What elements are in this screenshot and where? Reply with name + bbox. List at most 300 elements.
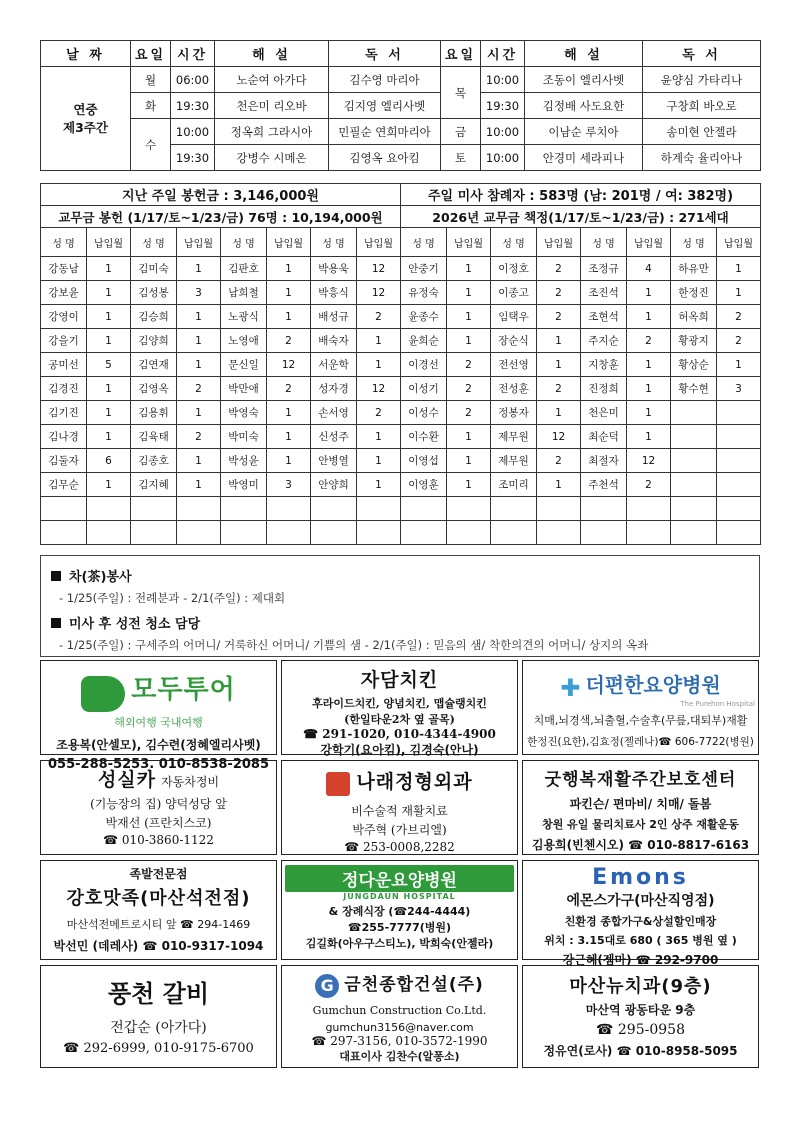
member-name: 이영섭 — [401, 449, 447, 473]
ad-gumchun-construction — [281, 965, 518, 1068]
square-bullet-icon — [51, 618, 61, 628]
member-count: 2 — [537, 305, 581, 329]
member-count: 1 — [177, 257, 221, 281]
naraejeong-phone: ☎ 253-0008,2282 — [344, 839, 455, 854]
member-row — [41, 401, 761, 425]
member-count: 1 — [357, 353, 401, 377]
member-name — [491, 497, 537, 521]
ad-modutour — [40, 660, 277, 772]
gumchun-title: 금천종합건설(주) — [344, 975, 484, 995]
member-name — [671, 473, 717, 497]
member-name — [671, 425, 717, 449]
deopyeonhan-line2: 한정진(요한),김효정(젤레나)☎ 606-7722(병원) — [527, 735, 754, 748]
jadam-location: (한일타운2차 옆 골목) — [344, 713, 455, 726]
member-count: 1 — [267, 401, 311, 425]
member-count — [627, 497, 671, 521]
member-count-header: 납입월 — [357, 228, 401, 257]
member-name: 김영옥 — [131, 377, 177, 401]
member-count: 1 — [627, 281, 671, 305]
schedule-header-cell: 요일 — [441, 41, 481, 67]
member-name — [41, 497, 87, 521]
gangho-title: 강호맛족(마산석전점) — [66, 888, 251, 909]
member-count: 12 — [357, 281, 401, 305]
member-name: 김승희 — [131, 305, 177, 329]
member-count: 1 — [717, 257, 761, 281]
member-name — [131, 497, 177, 521]
member-count: 6 — [87, 449, 131, 473]
member-row — [41, 305, 761, 329]
member-count: 12 — [267, 353, 311, 377]
member-count: 1 — [87, 473, 131, 497]
seongsilka-location: (기능장의 집) 양덕성당 앞 — [90, 797, 227, 811]
time-cell: 10:00 — [481, 119, 525, 145]
member-count: 1 — [177, 449, 221, 473]
ad-galbi — [40, 965, 277, 1068]
member-name — [671, 521, 717, 545]
member-name-header: 성 명 — [491, 228, 537, 257]
member-count-header: 납입월 — [267, 228, 311, 257]
commentary-cell: 김정배 사도요한 — [525, 93, 643, 119]
jadam-title: 자담치킨 — [360, 669, 439, 691]
emons-line2: 위치 : 3.15대로 680 ( 365 병원 옆 ) — [544, 934, 737, 947]
member-name: 강을기 — [41, 329, 87, 353]
dues-assessment: 2026년 교무금 책정(1/17/토~1/23/금) : 271세대 — [401, 206, 761, 228]
jadam-phone: ☎ 291-1020, 010-4344-4900 — [303, 727, 496, 741]
time-cell: 10:00 — [481, 145, 525, 171]
day-cell: 월 — [131, 67, 171, 93]
member-name: 유정숙 — [401, 281, 447, 305]
member-name: 주천석 — [581, 473, 627, 497]
gumchun-email: gumchun3156@naver.com — [325, 1020, 474, 1034]
member-name: 박영미 — [221, 473, 267, 497]
member-name — [41, 521, 87, 545]
member-count: 1 — [177, 473, 221, 497]
member-name-header: 성 명 — [131, 228, 177, 257]
member-name: 이성수 — [401, 401, 447, 425]
gangho-category: 족발전문점 — [129, 867, 188, 881]
reading-cell: 김지영 엘리사벳 — [329, 93, 441, 119]
member-name: 강동남 — [41, 257, 87, 281]
member-count: 1 — [537, 401, 581, 425]
member-name: 김기진 — [41, 401, 87, 425]
member-name: 노영애 — [221, 329, 267, 353]
deopyeonhan-line1: 치매,뇌경색,뇌출혈,수술후(무릎,대퇴부)재활 — [533, 713, 748, 727]
reading-cell: 김수영 마리아 — [329, 67, 441, 93]
member-count: 12 — [357, 257, 401, 281]
week-label-line: 연중 — [73, 101, 98, 117]
member-name: 김판호 — [221, 257, 267, 281]
time-cell: 06:00 — [171, 67, 215, 93]
member-count: 2 — [357, 305, 401, 329]
reading-cell: 구창희 바오로 — [643, 93, 761, 119]
member-count: 3 — [267, 473, 311, 497]
gumchun-phone: ☎ 297-3156, 010-3572-1990 — [311, 1033, 488, 1048]
member-name: 조진석 — [581, 281, 627, 305]
member-count — [267, 521, 311, 545]
member-name-header: 성 명 — [401, 228, 447, 257]
dues-offering: 교무금 봉헌 (1/17/토~1/23/금) 76명 : 10,194,000원 — [41, 206, 401, 228]
member-name: 박영숙 — [221, 401, 267, 425]
gangho-location: 마산석전메트로시티 앞 ☎ 294-1469 — [66, 918, 251, 931]
member-name: 김경진 — [41, 377, 87, 401]
member-count: 1 — [627, 401, 671, 425]
member-count: 1 — [267, 257, 311, 281]
time-cell: 19:30 — [171, 93, 215, 119]
member-count: 12 — [537, 425, 581, 449]
member-name: 김성봉 — [131, 281, 177, 305]
mass-attendance: 주일 미사 참례자 : 583명 (남: 201명 / 여: 382명) — [401, 184, 761, 206]
tea-service-title: 차(茶)봉사 — [69, 570, 132, 585]
member-count: 1 — [87, 281, 131, 305]
member-name: 성자경 — [311, 377, 357, 401]
naraejeong-desc: 비수술적 재활치료 — [351, 803, 448, 818]
member-count — [447, 497, 491, 521]
member-name: 주지순 — [581, 329, 627, 353]
goodhappy-line3: 김용희(빈첸시오) ☎ 010-8817-6163 — [531, 838, 750, 852]
member-name: 하유만 — [671, 257, 717, 281]
schedule-header-cell: 독 서 — [329, 41, 441, 67]
member-name — [221, 521, 267, 545]
member-count: 5 — [87, 353, 131, 377]
member-name: 전선영 — [491, 353, 537, 377]
member-count — [717, 473, 761, 497]
member-count: 1 — [177, 329, 221, 353]
member-count — [177, 521, 221, 545]
commentary-cell: 이남순 루치아 — [525, 119, 643, 145]
day-cell: 목 — [441, 67, 481, 119]
ad-gangho-jokbal — [40, 860, 277, 960]
member-count: 3 — [177, 281, 221, 305]
member-name-header: 성 명 — [671, 228, 717, 257]
member-count: 1 — [357, 329, 401, 353]
gumchun-logo-icon: G — [315, 974, 339, 998]
goodhappy-title: 굿행복재활주간보호센터 — [544, 770, 737, 790]
modutour-logo-icon — [81, 676, 125, 712]
lector-schedule-table — [40, 40, 761, 171]
cleaning-line: - 1/25(주일) : 구세주의 어머니/ 거룩하신 어머니/ 기쁨의 샘 - 2/1(주일) : 믿음의 샘/ 착한의견의 어머니/ 상지의 옥좌 — [59, 638, 649, 652]
jadam-menu: 후라이드치킨, 양념치킨, 맵슐랭치킨 — [312, 697, 487, 710]
member-name: 노광식 — [221, 305, 267, 329]
member-name: 최절자 — [581, 449, 627, 473]
day-cell: 화 — [131, 93, 171, 119]
member-count: 1 — [627, 353, 671, 377]
member-name: 이정호 — [491, 257, 537, 281]
member-count — [717, 497, 761, 521]
member-count: 1 — [267, 305, 311, 329]
member-count: 2 — [717, 305, 761, 329]
member-count: 2 — [447, 401, 491, 425]
week-label — [41, 67, 131, 171]
ad-naraejeong — [281, 760, 518, 855]
member-count: 1 — [447, 449, 491, 473]
member-count-header: 납입월 — [717, 228, 761, 257]
seongsilka-person: 박재선 (프란치스코) — [105, 816, 212, 830]
member-count: 4 — [627, 257, 671, 281]
member-name: 정봉자 — [491, 401, 537, 425]
member-name: 황상순 — [671, 353, 717, 377]
member-name: 황광지 — [671, 329, 717, 353]
jadam-people: 강학기(요아킴), 김경숙(안나) — [320, 743, 479, 757]
tea-service-heading — [51, 566, 751, 585]
member-count: 2 — [267, 377, 311, 401]
goodhappy-line1: 파킨슨/ 편마비/ 치매/ 돌봄 — [569, 797, 712, 811]
square-bullet-icon — [51, 571, 61, 581]
schedule-header-cell: 날 짜 — [41, 41, 131, 67]
member-count: 2 — [267, 329, 311, 353]
member-name: 허옥희 — [671, 305, 717, 329]
member-count — [87, 497, 131, 521]
member-name: 한정진 — [671, 281, 717, 305]
seongsilka-phone: ☎ 010-3860-1122 — [103, 833, 214, 847]
member-count — [87, 521, 131, 545]
member-row — [41, 497, 761, 521]
notices-box — [40, 555, 760, 657]
member-name: 김육태 — [131, 425, 177, 449]
member-name: 김연재 — [131, 353, 177, 377]
commentary-cell: 강병수 시메온 — [215, 145, 329, 171]
member-name: 제무원 — [491, 449, 537, 473]
member-count: 1 — [627, 305, 671, 329]
member-name-header: 성 명 — [221, 228, 267, 257]
member-name: 김미숙 — [131, 257, 177, 281]
member-name: 천은미 — [581, 401, 627, 425]
member-name — [131, 521, 177, 545]
member-name: 이경선 — [401, 353, 447, 377]
member-count — [627, 521, 671, 545]
member-name: 안병열 — [311, 449, 357, 473]
schedule-header-cell: 시간 — [171, 41, 215, 67]
time-cell: 10:00 — [171, 119, 215, 145]
member-count: 2 — [447, 377, 491, 401]
emons-title: 에몬스가구(마산직영점) — [566, 893, 715, 909]
member-row — [41, 449, 761, 473]
member-name: 강영이 — [41, 305, 87, 329]
dues-members-table — [40, 227, 761, 545]
member-count: 1 — [357, 473, 401, 497]
reading-cell: 윤양심 가타리나 — [643, 67, 761, 93]
reading-cell: 하계숙 율리아나 — [643, 145, 761, 171]
gangho-person: 박선민 (데레사) ☎ 010-9317-1094 — [53, 939, 264, 953]
ad-goodhappy-center — [522, 760, 759, 855]
commentary-cell: 조동이 엘리사벳 — [525, 67, 643, 93]
schedule-header-cell: 시간 — [481, 41, 525, 67]
members-header-row — [41, 228, 761, 257]
commentary-cell: 안경미 세라피나 — [525, 145, 643, 171]
member-name: 박만애 — [221, 377, 267, 401]
member-name: 김나경 — [41, 425, 87, 449]
member-count: 1 — [447, 257, 491, 281]
member-count: 1 — [537, 473, 581, 497]
member-name: 윤희순 — [401, 329, 447, 353]
commentary-cell: 노순여 아가다 — [215, 67, 329, 93]
member-count: 1 — [177, 353, 221, 377]
member-count — [357, 521, 401, 545]
member-count-header: 납입월 — [627, 228, 671, 257]
member-count: 1 — [267, 449, 311, 473]
member-count: 2 — [717, 329, 761, 353]
member-name — [671, 497, 717, 521]
member-name: 안중기 — [401, 257, 447, 281]
clinic-logo-icon — [326, 772, 350, 796]
member-count: 12 — [627, 449, 671, 473]
offering-summary — [40, 183, 761, 228]
member-name: 문신일 — [221, 353, 267, 377]
member-name — [671, 449, 717, 473]
member-name: 공미선 — [41, 353, 87, 377]
member-name: 김지혜 — [131, 473, 177, 497]
member-count: 2 — [537, 449, 581, 473]
jungdaun-line2: ☎255-7777(병원) — [347, 921, 452, 934]
galbi-person: 전갑순 (아가다) — [110, 1020, 207, 1036]
member-name — [221, 497, 267, 521]
member-count: 2 — [537, 377, 581, 401]
naraejeong-title: 나래정형외과 — [356, 771, 473, 793]
member-name: 황수현 — [671, 377, 717, 401]
goodhappy-line2: 창원 유일 물리치료사 2인 상주 재활운동 — [542, 818, 739, 831]
member-name — [671, 401, 717, 425]
member-name: 박흥식 — [311, 281, 357, 305]
member-name: 박용욱 — [311, 257, 357, 281]
member-name: 이영훈 — [401, 473, 447, 497]
member-count — [717, 401, 761, 425]
member-count: 1 — [357, 449, 401, 473]
day-cell: 수 — [131, 119, 171, 171]
member-row — [41, 377, 761, 401]
member-count-header: 납입월 — [447, 228, 491, 257]
member-name: 이성기 — [401, 377, 447, 401]
member-name: 김양희 — [131, 329, 177, 353]
member-row — [41, 257, 761, 281]
member-count: 1 — [177, 401, 221, 425]
member-row — [41, 521, 761, 545]
deopyeonhan-logo-sub: The Purehon Hospital — [680, 699, 755, 708]
member-count: 1 — [717, 281, 761, 305]
member-row — [41, 329, 761, 353]
member-count: 1 — [87, 257, 131, 281]
member-count: 1 — [87, 377, 131, 401]
member-count — [717, 449, 761, 473]
sponsor-ads — [40, 660, 760, 1073]
member-row — [41, 353, 761, 377]
member-name: 최순덕 — [581, 425, 627, 449]
member-count: 1 — [87, 401, 131, 425]
member-name: 조정규 — [581, 257, 627, 281]
commentary-cell: 정옥희 그라시아 — [215, 119, 329, 145]
ad-deopyeonhan-hospital — [522, 660, 759, 755]
member-name-header: 성 명 — [311, 228, 357, 257]
member-name-header: 성 명 — [41, 228, 87, 257]
gumchun-ceo: 대표이사 김찬수(알퐁소) — [339, 1049, 460, 1063]
member-name: 안양희 — [311, 473, 357, 497]
last-week-offering: 지난 주일 봉헌금 : 3,146,000원 — [41, 184, 401, 206]
gumchun-eng: Gumchun Construction Co.Ltd. — [312, 1003, 487, 1017]
member-count: 1 — [627, 425, 671, 449]
member-name: 임택우 — [491, 305, 537, 329]
member-count — [537, 497, 581, 521]
member-count: 1 — [447, 473, 491, 497]
member-name: 조현석 — [581, 305, 627, 329]
masan-title: 마산뉴치과(9층) — [569, 976, 712, 997]
member-name: 서운학 — [311, 353, 357, 377]
jungdaun-title: 정다운요양병원 — [285, 865, 514, 892]
emons-line1: 친환경 종합가구&상설할인매장 — [564, 915, 717, 928]
reading-cell: 민필순 연희마리아 — [329, 119, 441, 145]
seongsilka-title: 성실카 — [97, 769, 156, 791]
member-name — [581, 521, 627, 545]
member-name: 조미리 — [491, 473, 537, 497]
member-count — [717, 521, 761, 545]
reading-cell: 김영옥 요아킴 — [329, 145, 441, 171]
masan-location: 마산역 광동타운 9층 — [585, 1003, 696, 1017]
member-name — [581, 497, 627, 521]
member-count: 1 — [87, 305, 131, 329]
member-name — [401, 521, 447, 545]
member-name: 김무순 — [41, 473, 87, 497]
deopyeonhan-logo: 더편한요양병원 — [585, 673, 721, 697]
member-name — [401, 497, 447, 521]
member-count: 1 — [357, 425, 401, 449]
day-cell: 금 — [441, 119, 481, 145]
member-name: 장순식 — [491, 329, 537, 353]
schedule-header-cell: 해 설 — [215, 41, 329, 67]
jungdaun-line1: & 장례식장 (☎244-4444) — [328, 905, 471, 918]
tea-service-line: - 1/25(주일) : 전례분과 - 2/1(주일) : 제대회 — [59, 591, 286, 605]
member-count — [717, 425, 761, 449]
member-count: 1 — [447, 305, 491, 329]
member-name: 김둘자 — [41, 449, 87, 473]
modutour-phone: 055-288-5253. 010-8538-2085 — [48, 756, 269, 772]
ad-jungdaun-hospital — [281, 860, 518, 960]
member-row — [41, 281, 761, 305]
member-count — [177, 497, 221, 521]
emons-logo: Emons — [592, 865, 689, 890]
member-name — [311, 497, 357, 521]
commentary-cell: 천은미 리오바 — [215, 93, 329, 119]
member-count: 1 — [537, 353, 581, 377]
member-count: 1 — [177, 305, 221, 329]
modutour-sub: 해외여행 국내여행 — [114, 715, 203, 729]
member-count: 12 — [357, 377, 401, 401]
member-count: 2 — [537, 257, 581, 281]
member-name: 이수환 — [401, 425, 447, 449]
schedule-header-cell: 독 서 — [643, 41, 761, 67]
member-count: 1 — [267, 425, 311, 449]
member-count: 1 — [537, 329, 581, 353]
member-count — [357, 497, 401, 521]
member-count: 2 — [447, 353, 491, 377]
member-count: 3 — [717, 377, 761, 401]
schedule-row — [41, 67, 761, 93]
member-name: 박미숙 — [221, 425, 267, 449]
member-count-header: 납입월 — [177, 228, 221, 257]
member-name — [311, 521, 357, 545]
member-name: 배숙자 — [311, 329, 357, 353]
member-name: 진정희 — [581, 377, 627, 401]
time-cell: 10:00 — [481, 67, 525, 93]
ad-seongsilka — [40, 760, 277, 855]
cross-logo-icon: ✚ — [560, 673, 581, 702]
member-count: 1 — [627, 377, 671, 401]
member-count: 2 — [177, 377, 221, 401]
member-count: 2 — [627, 329, 671, 353]
jungdaun-line3: 김길화(아우구스티노), 박희숙(안젤라) — [305, 937, 494, 950]
member-count: 2 — [177, 425, 221, 449]
ad-masan-dental — [522, 965, 759, 1068]
week-label-line: 제3주간 — [63, 119, 108, 135]
member-count — [447, 521, 491, 545]
schedule-header-cell: 해 설 — [525, 41, 643, 67]
member-name: 김종호 — [131, 449, 177, 473]
